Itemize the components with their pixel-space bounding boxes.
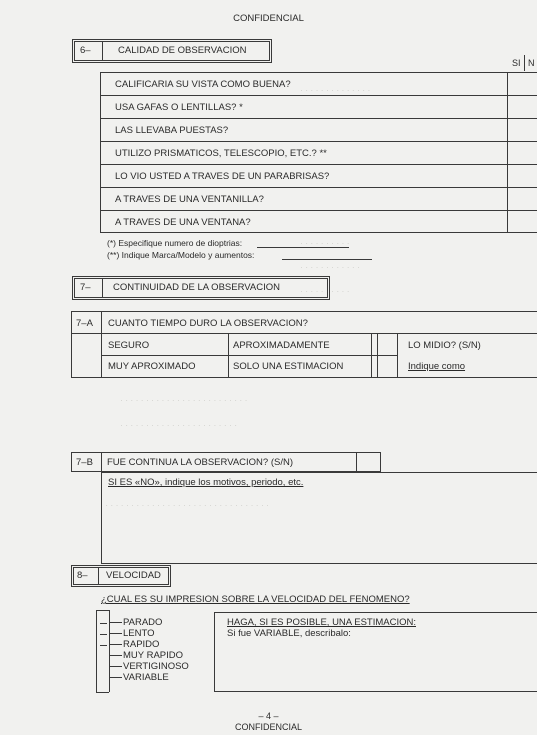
speed-option-lento[interactable]: LENTO (123, 628, 155, 639)
si-no-answer-column[interactable] (508, 73, 537, 232)
section-6-number: 6– (80, 45, 91, 56)
question-ventana: A TRAVES DE UNA VENTANA? (115, 217, 251, 228)
section-8-title: VELOCIDAD (106, 570, 161, 581)
lo-midio-question: LO MIDIO? (S/N) (408, 340, 481, 351)
section-6-title: CALIDAD DE OBSERVACION (118, 45, 247, 56)
column-si: SI (512, 58, 521, 68)
bleed-through: · · · · · · · · · · (300, 238, 350, 248)
section-7-title: CONTINUIDAD DE LA OBSERVACION (113, 282, 280, 293)
bleed-through: · · · · · · · · · · · · · · · · · · · · · · · · · (120, 395, 248, 405)
option-muy-aproximado[interactable]: MUY APROXIMADO (108, 361, 196, 372)
option-solo-estimacion[interactable]: SOLO UNA ESTIMACION (233, 361, 344, 372)
question-prismaticos: UTILIZO PRISMATICOS, TELESCOPIO, ETC.? ** (115, 148, 327, 159)
option-aproximadamente[interactable]: APROXIMADAMENTE (233, 340, 330, 351)
speed-option-muy-rapido[interactable]: MUY RAPIDO (123, 650, 184, 661)
footnote-marca-modelo: (**) Indique Marca/Modelo y aumentos: (107, 250, 255, 260)
bleed-through: · · · · · · · · · · · · · · · · · · · · · · · · · · · · · · · · · (100, 500, 269, 510)
footnote-dioptrias: (*) Especifique numero de dioptrias: (107, 238, 243, 248)
bleed-through: · · · · · · · · · · · · · · · · · · · · · · · (120, 420, 238, 430)
section-7b-number: 7–B (76, 457, 93, 468)
section-8-number: 8– (77, 570, 88, 581)
speed-option-variable[interactable]: VARIABLE (123, 672, 169, 683)
speed-question: ¿CUAL ES SU IMPRESION SOBRE LA VELOCIDAD DEL FENOMENO? (101, 594, 410, 605)
page-number: – 4 – (258, 711, 279, 721)
question-llevaba-puestas: LAS LLEVABA PUESTAS? (115, 125, 229, 136)
option-seguro[interactable]: SEGURO (108, 340, 150, 351)
bleed-through: · · · · · · · · · · (300, 286, 350, 296)
question-usa-gafas: USA GAFAS O LENTILLAS? * (115, 102, 243, 113)
question-ventanilla: A TRAVES DE UNA VENTANILLA? (115, 194, 264, 205)
speed-estimate-title: HAGA, SI ES POSIBLE, UNA ESTIMACION: (227, 617, 416, 628)
marca-modelo-field[interactable] (282, 259, 372, 260)
dioptrias-field[interactable] (257, 247, 349, 248)
question-parabrisas: LO VIO USTED A TRAVES DE UN PARABRISAS? (115, 171, 330, 182)
page-header: CONFIDENCIAL (233, 13, 304, 24)
continuity-reasons-label: SI ES «NO», indique los motivos, periodo, etc. (108, 477, 304, 488)
question-vista-buena: CALIFICARIA SU VISTA COMO BUENA? (115, 79, 291, 90)
bleed-through: · · · · · · · · · · · · (300, 262, 360, 272)
column-no: N (528, 58, 535, 68)
section-7a-number: 7–A (76, 318, 93, 329)
speed-option-vertiginoso[interactable]: VERTIGINOSO (123, 661, 189, 672)
indique-como-field[interactable]: Indique como (408, 361, 466, 372)
bleed-through: · · · · · · · · · · · · · · (300, 85, 371, 95)
speed-option-parado[interactable]: PARADO (123, 617, 163, 628)
section-7b-title: FUE CONTINUA LA OBSERVACION? (S/N) (107, 457, 293, 468)
section-7-number: 7– (80, 282, 91, 293)
bleed-through: · · · · · · · · · · · · · · · · · (290, 67, 376, 77)
speed-estimate-subtitle: Si fue VARIABLE, describalo: (227, 628, 351, 639)
page-footer: CONFIDENCIAL (234, 722, 302, 732)
speed-option-rapido[interactable]: RAPIDO (123, 639, 160, 650)
continuous-answer-box[interactable] (357, 453, 380, 471)
section-7a-title: CUANTO TIEMPO DURO LA OBSERVACION? (108, 318, 308, 329)
